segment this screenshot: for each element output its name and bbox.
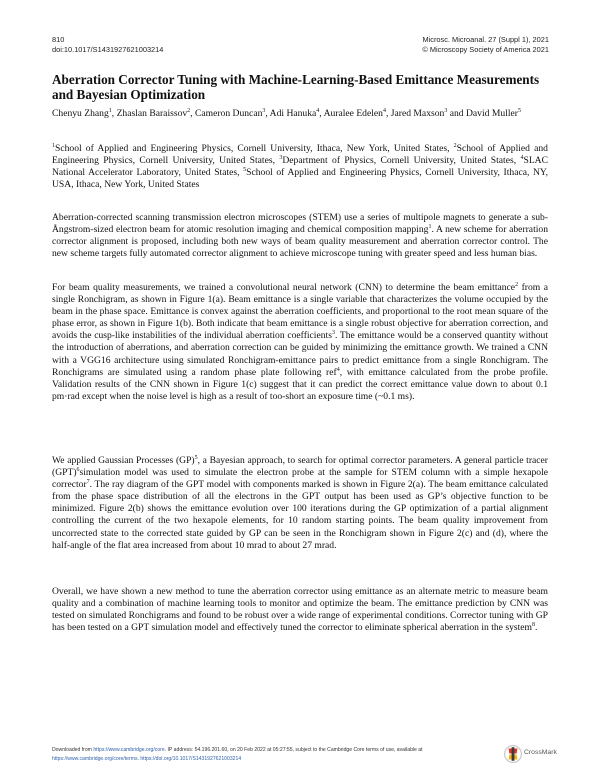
affiliation-marker: 5 bbox=[243, 167, 247, 174]
paragraph-text: . The emittance would be a conserved quantity without the introduction of aberrations, and aberration correction can be guided by minimizing the emittance growth. We trained a CNN with a VGG16 architecture using simulated Ronchigram-emittance pairs to predict emittance from a single Ronchigram. The Ronchigrams are simulated using a random phase plate following ref bbox=[52, 330, 548, 378]
citation-marker: 8 bbox=[531, 622, 535, 629]
paragraph-text: . The ray diagram of the GPT model with components marked is shown in Figure 2(a). The beam emittance calculated from the phase space distribution of all the electrons in the GPT output has been used as GP’s objective function to be minimized. Figure 2(b) shows the emittance evolution over 100 iterations during the GP optimization of a partial alignment controlling the current of the two hexapole elements, for 10 random starting points. The beam quality improvement from uncorrected state to the corrected state guided by GP can be seen in the Ronchigram shown in Figure 2(c) and (d), where the half-angle of the flat area increased from about 10 mrad to about 27 mrad. bbox=[52, 479, 548, 551]
author-name: Auralee Edelen bbox=[323, 108, 383, 119]
author-affiliation-marker: 3 bbox=[262, 108, 266, 114]
doi-link[interactable]: https://doi.org/10.1017/S1431927621003214 bbox=[140, 755, 242, 762]
crossmark-icon bbox=[504, 744, 522, 764]
author-name: Chenyu Zhang bbox=[52, 108, 109, 119]
article-title: Aberration Corrector Tuning with Machine-Learning-Based Emittance Measurements and Bayesian Optimization bbox=[52, 72, 540, 102]
affiliation-marker: 1 bbox=[52, 143, 55, 149]
footer-line-1 bbox=[52, 746, 502, 755]
terms-link[interactable]: https://www.cambridge.org/core/terms bbox=[52, 755, 138, 762]
citation-marker: 7 bbox=[86, 479, 90, 486]
affiliation-text: Department of Physics, Cornell University, United States, bbox=[282, 155, 521, 167]
citation-marker: 2 bbox=[515, 282, 519, 288]
citation-marker: 4 bbox=[336, 366, 340, 373]
paragraph-text: , with emittance calculated from the probe profile. Validation results of the CNN shown in Figure 1(c) suggest that it can predict the correct emittance value down to about 0.1 pm·rad except when the noise level is high as a result of too-short an exposure time (~0.1 ms). bbox=[52, 366, 548, 402]
copyright-notice: © Microscopy Society of America 2021 bbox=[422, 44, 549, 54]
author-separator: , bbox=[265, 108, 270, 119]
author-affiliation-marker: 4 bbox=[316, 108, 320, 114]
author-affiliation-marker: 3 bbox=[444, 108, 448, 114]
author-affiliation-marker: 4 bbox=[382, 108, 386, 114]
cambridge-core-link[interactable]: https://www.cambridge.org/core bbox=[93, 747, 165, 753]
author-name: David Muller bbox=[465, 108, 518, 119]
doi: doi:10.1017/S1431927621003214 bbox=[52, 44, 164, 54]
paragraph-text: from a single Ronchigram, as shown in Figure 1(a). Beam emittance is a single variable that characterizes the volume occupied by the beam in the phase space. Emittance is convex against the aberration coefficients, and proportional to the root mean square of the phase error, as shown in Figure 1(b). Both indicate that beam emittance is a single robust objective for aberration correction, and avoids the cusp-like instabilities of the individual aberration coefficients bbox=[52, 282, 548, 342]
paragraph-text: We applied Gaussian Processes (GP) bbox=[52, 455, 195, 466]
author-affiliation-marker: 1 bbox=[108, 108, 112, 114]
affiliation-text: School of Applied and Engineering Physics, Cornell University, Ithaca, New York, United States, bbox=[55, 143, 454, 154]
running-header-left bbox=[52, 35, 163, 54]
paragraph-text: . A new scheme for aberration corrector alignment is proposed, including both new ways of beam quality measurement and aberration corrector control. The new scheme targets fully automated corrector alignment to achieve microscope tuning with greater speed and less human bias. bbox=[52, 224, 548, 260]
body-paragraph-4 bbox=[52, 586, 548, 634]
paragraph-text: Aberration-corrected scanning transmission electron microscopes (STEM) use a series of multipole magnets to generate a sub-Ångstrom-sized electron beam for atomic resolution imaging and chemical composition mapping bbox=[52, 212, 548, 236]
footer-text: . IP address: 54.196.201.60, on 20 Feb 2022 at 05:27:55, subject to the Cambridge Core terms of use, available at bbox=[164, 747, 423, 753]
running-header-right bbox=[422, 35, 549, 54]
author-name: Zhaslan Baraissov bbox=[116, 108, 188, 119]
body-paragraph-2 bbox=[52, 282, 548, 403]
crossmark-label: CrossMark bbox=[524, 749, 557, 756]
author-separator: , bbox=[385, 108, 391, 119]
crossmark-badge[interactable] bbox=[504, 744, 558, 764]
citation-marker: 6 bbox=[76, 467, 80, 474]
paragraph-text: simulation model was used to simulate the electron probe at the sample for STEM column with a simple hexapole corrector bbox=[52, 467, 548, 491]
download-footer bbox=[52, 746, 502, 763]
citation-marker: 1 bbox=[428, 224, 432, 231]
author-list bbox=[52, 108, 548, 120]
author-affiliation-marker: 5 bbox=[517, 108, 521, 114]
author-separator: , bbox=[111, 108, 117, 119]
footer-text: Downloaded from bbox=[52, 747, 94, 753]
affiliation-text: School of Applied and Engineering Physics, Cornell University, Ithaca, NY, USA, Ithaca, New York, United States bbox=[52, 167, 548, 191]
affiliations bbox=[52, 143, 548, 191]
paragraph-text: . bbox=[534, 622, 538, 634]
author-name: Adi Hanuka bbox=[269, 108, 317, 119]
author-name: Cameron Duncan bbox=[194, 108, 263, 119]
paragraph-text: For beam quality measurements, we trained a convolutional neural network (CNN) to determine the beam emittance bbox=[52, 282, 516, 293]
affiliation-text: School of Applied and Engineering Physics, Cornell University, United States, bbox=[52, 143, 548, 167]
footer-line-2 bbox=[52, 755, 502, 764]
paragraph-text: , a Bayesian approach, to search for optimal corrector parameters. A general particle tracer (GPT) bbox=[52, 455, 548, 479]
author-name: Jared Maxson bbox=[390, 108, 445, 119]
author-separator: and bbox=[447, 108, 466, 119]
affiliation-marker: 2 bbox=[453, 143, 457, 149]
citation-marker: 5 bbox=[194, 455, 198, 461]
page-number: 810 bbox=[52, 35, 65, 44]
journal-citation: Microsc. Microanal. 27 (Suppl 1), 2021 bbox=[422, 35, 549, 44]
body-paragraph-3 bbox=[52, 455, 548, 552]
body-paragraph-1 bbox=[52, 212, 548, 260]
author-affiliation-marker: 2 bbox=[187, 108, 191, 114]
author-separator: , bbox=[190, 108, 195, 119]
affiliation-marker: 4 bbox=[520, 155, 524, 162]
affiliation-marker: 3 bbox=[279, 155, 283, 162]
author-separator: , bbox=[319, 108, 324, 119]
citation-marker: 3 bbox=[331, 330, 335, 337]
paragraph-text: Overall, we have shown a new method to tune the aberration corrector using emittance as an alternate metric to measure beam quality and a combination of machine learning tools to monitor and optimize the beam. The emittance prediction by CNN was tested on simulated Ronchigrams and found to be robust over a wide range of experimental conditions. Corrector tuning with GP has been tested on a GPT simulation model and effectively tuned the corrector to eliminate spherical aberration in the system bbox=[52, 586, 548, 634]
footer-text: . bbox=[137, 755, 141, 762]
affiliation-text: SLAC National Accelerator Laboratory, United States, bbox=[52, 155, 549, 179]
